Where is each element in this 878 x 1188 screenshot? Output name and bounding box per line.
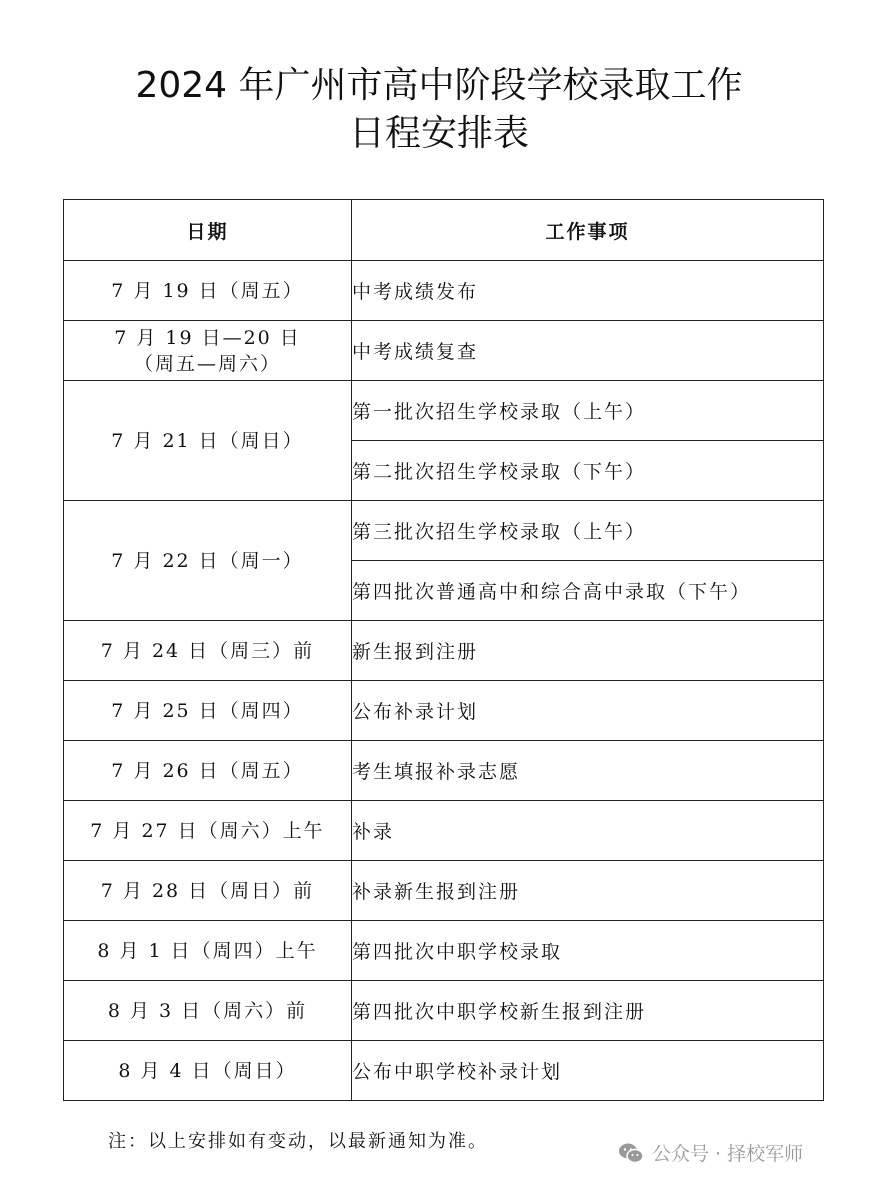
row-item: 公布补录计划 [352,681,824,741]
document-title: 2024 年广州市高中阶段学校录取工作 [135,65,743,106]
header-item: 工作事项 [352,200,824,261]
table-row [64,981,824,1041]
table-row [64,381,824,441]
row-date: 7 月 27 日（周六）上午 [64,801,352,861]
table-row [64,861,824,921]
row-item: 第三批次招生学校录取（上午） [352,501,824,561]
watermark-text: 公众号 · 择校军师 [652,1143,804,1165]
schedule-table [63,199,824,1101]
table-row [64,681,824,741]
row-date: 7 月 19 日（周五） [64,261,352,321]
watermark [618,1139,803,1166]
row-item: 第二批次招生学校录取（下午） [352,441,824,501]
row-item: 公布中职学校补录计划 [352,1041,824,1101]
row-item: 第四批次普通高中和综合高中录取（下午） [352,561,824,621]
header-date: 日期 [64,200,352,261]
table-row [64,921,824,981]
table-row [64,741,824,801]
row-item: 第一批次招生学校录取（上午） [352,381,824,441]
row-item: 第四批次中职学校新生报到注册 [352,981,824,1041]
row-date: 8 月 4 日（周日） [64,1041,352,1101]
row-date: 8 月 3 日（周六）前 [64,981,352,1041]
table-row [64,321,824,381]
schedule-body [64,261,824,1101]
table-row [64,621,824,681]
row-date: 7 月 24 日（周三）前 [64,621,352,681]
table-row [64,1041,824,1101]
row-item: 考生填报补录志愿 [352,741,824,801]
row-date: 8 月 1 日（周四）上午 [64,921,352,981]
table-header-row [64,200,824,261]
table-row [64,501,824,561]
row-date: 7 月 19 日—20 日 （周五—周六） [64,321,352,381]
table-row [64,801,824,861]
row-item: 新生报到注册 [352,621,824,681]
row-item: 补录 [352,801,824,861]
row-date: 7 月 28 日（周日）前 [64,861,352,921]
row-date: 7 月 22 日（周一） [64,501,352,621]
row-item: 中考成绩发布 [352,261,824,321]
table-row [64,261,824,321]
wechat-icon [618,1142,644,1164]
row-date: 7 月 26 日（周五） [64,741,352,801]
row-item: 第四批次中职学校录取 [352,921,824,981]
row-item: 补录新生报到注册 [352,861,824,921]
row-date: 7 月 25 日（周四） [64,681,352,741]
document-subtitle: 日程安排表 [348,113,529,154]
row-date: 7 月 21 日（周日） [64,381,352,501]
footnote: 注：以上安排如有变动，以最新通知为准。 [108,1131,488,1152]
row-item: 中考成绩复查 [352,321,824,381]
